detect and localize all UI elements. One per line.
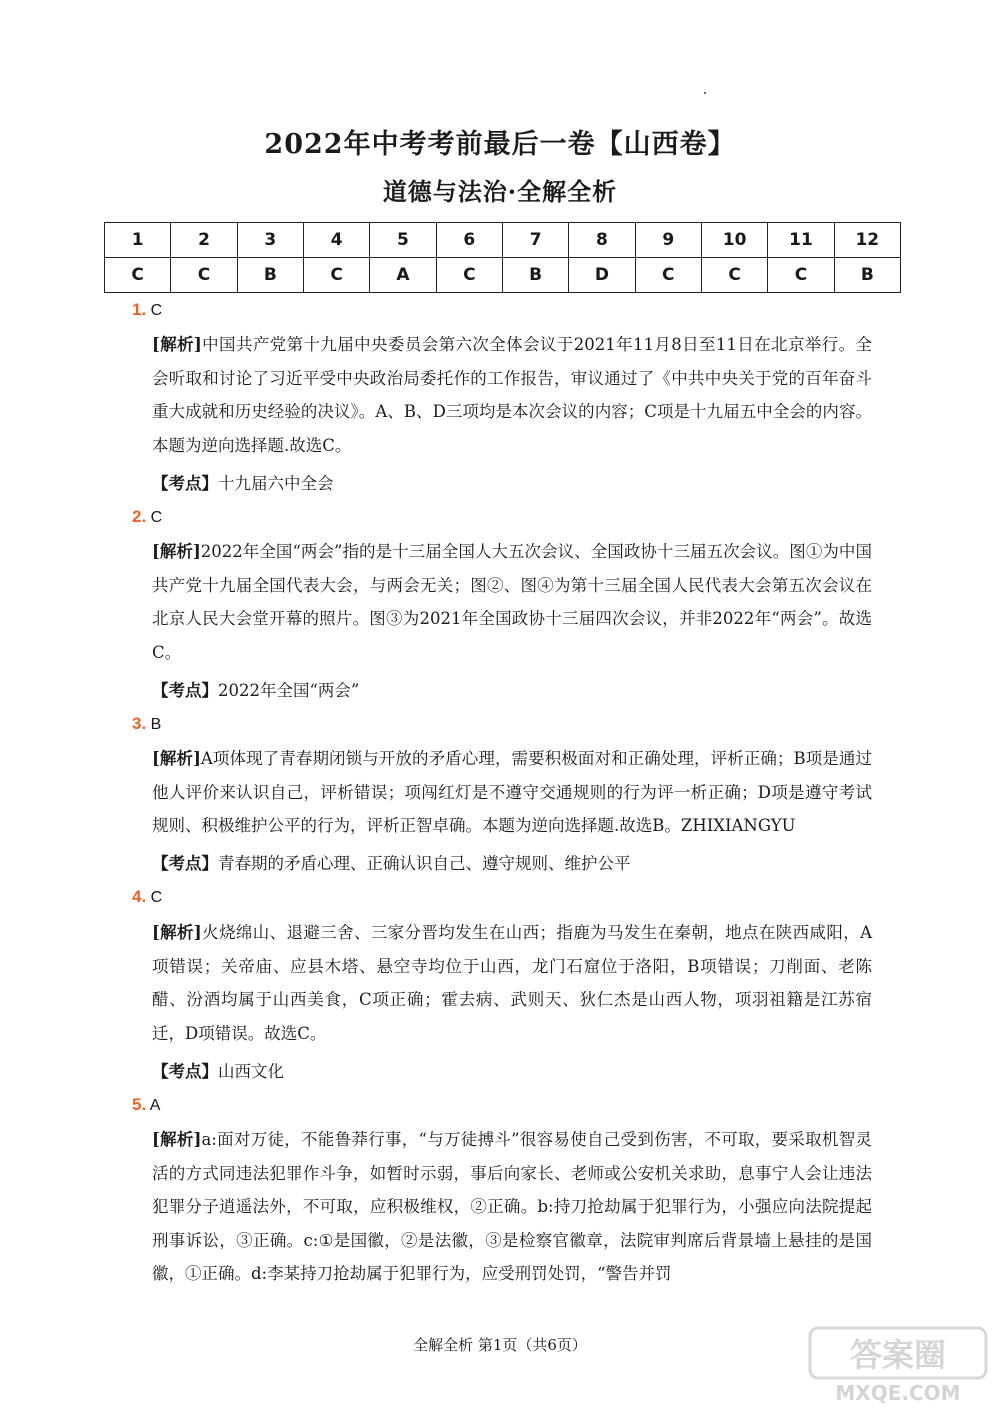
question-number: 5. <box>132 1095 147 1114</box>
analysis-tag: [解析] <box>152 335 202 354</box>
key-point-tag: 【考点】 <box>152 474 218 493</box>
question-number: 3. <box>132 714 147 733</box>
question-number-cell: 7 <box>502 223 568 258</box>
svg-text:MXQE.COM: MXQE.COM <box>835 1381 961 1405</box>
svg-text:答案圈: 答案圈 <box>849 1336 947 1374</box>
page-title: 2022年中考考前最后一卷【山西卷】 <box>264 129 736 160</box>
answer-cell: B <box>237 258 303 293</box>
key-point-tag: 【考点】 <box>152 854 218 873</box>
question-1-heading <box>132 300 162 320</box>
key-point-text: 十九届六中全会 <box>218 474 334 493</box>
question-answer: C <box>150 509 163 526</box>
question-number-cell: 9 <box>635 223 701 258</box>
question-number: 2. <box>132 507 147 526</box>
question-3-analysis <box>152 742 872 843</box>
key-point-text: 山西文化 <box>218 1062 284 1081</box>
answer-cell: C <box>436 258 502 293</box>
question-number-cell: 8 <box>569 223 635 258</box>
answer-table-number-row <box>105 223 901 258</box>
key-point-text: 2022年全国“两会” <box>218 681 360 700</box>
question-number-cell: 6 <box>436 223 502 258</box>
answer-key-table <box>104 222 901 293</box>
question-3-heading <box>132 714 161 734</box>
question-number-cell: 11 <box>768 223 834 258</box>
speck <box>704 92 706 94</box>
analysis-text: 中国共产党第十九届中央委员会第六次全体会议于2021年11月8日至11日在北京举行。全会听取和讨论了习近平受中央政治局委托作的工作报告，审议通过了《中共中央关于党的百年奋斗重大成就和历史经验的决议》。A、B、D三项均是本次会议的内容；C项是十九届五中全会的内容。本题为逆向选择题.故选C。 <box>152 335 872 455</box>
analysis-tag: [解析] <box>152 749 201 768</box>
question-1-analysis <box>152 328 872 462</box>
analysis-tag: [解析] <box>152 542 201 561</box>
answer-table-answer-row <box>105 258 901 293</box>
question-number-cell: 10 <box>701 223 767 258</box>
answer-cell: C <box>171 258 237 293</box>
answer-cell: D <box>569 258 635 293</box>
question-5-heading <box>132 1095 160 1115</box>
answer-cell: A <box>370 258 436 293</box>
question-5-analysis <box>152 1123 872 1291</box>
question-2-analysis <box>152 535 872 669</box>
answer-cell: C <box>701 258 767 293</box>
question-answer: A <box>149 1097 161 1114</box>
answer-cell: B <box>502 258 568 293</box>
question-2-key-point <box>152 677 359 701</box>
answer-cell: C <box>105 258 171 293</box>
question-number: 1. <box>132 300 147 319</box>
question-number: 4. <box>132 887 147 906</box>
analysis-text: a:面对万徒，不能鲁莽行事，“与万徒搏斗”很容易使自己受到伤害，不可取，要采取机智灵活的方式同违法犯罪作斗争，如暂时示弱，事后向家长、老师或公安机关求助，息事宁人会让违法犯罪分子逍遥法外，不可取，应积极维权，②正确。b:持刀抢劫属于犯罪行为，小强应向法院提起刑事诉讼，③正确。c:①是国徽，②是法徽，③是检察官徽章，法院审判席后背景墙上悬挂的是国徽，①正确。d:李某持刀抢劫属于犯罪行为，应受刑罚处罚，“警告并罚 <box>152 1130 872 1283</box>
analysis-text: 2022年全国“两会”指的是十三届全国人大五次会议、全国政协十三届五次会议。图①为中国共产党十九届全国代表大会，与两会无关；图②、图④为第十三届全国人民代表大会第五次会议在北京人民大会堂开幕的照片。图③为2021年全国政协十三届四次会议，并非2022年“两会”。故选C。 <box>152 542 872 662</box>
question-number-cell: 4 <box>303 223 369 258</box>
answer-cell: C <box>303 258 369 293</box>
key-point-text: 青春期的矛盾心理、正确认识自己、遵守规则、维护公平 <box>218 854 631 873</box>
question-4-analysis <box>152 916 872 1050</box>
watermark-logo <box>808 1326 988 1406</box>
analysis-text: 火烧绵山、退避三舍、三家分晋均发生在山西；指鹿为马发生在秦朝，地点在陕西咸阳，A项错误；关帝庙、应县木塔、悬空寺均位于山西，龙门石窟位于洛阳，B项错误；刀削面、老陈醋、汾酒均属于山西美食，C项正确；霍去病、武则天、狄仁杰是山西人物，项羽祖籍是江苏宿迁，D项错误。故选C。 <box>152 923 872 1043</box>
key-point-tag: 【考点】 <box>152 1062 218 1081</box>
question-number-cell: 2 <box>171 223 237 258</box>
answer-cell: C <box>635 258 701 293</box>
question-answer: C <box>150 889 163 906</box>
question-number-cell: 5 <box>370 223 436 258</box>
question-number-cell: 3 <box>237 223 303 258</box>
answer-cell: C <box>768 258 834 293</box>
analysis-text: A项体现了青春期闭锁与开放的矛盾心理，需要积极面对和正确处理，评析正确；B项是通过他人评价来认识自己，评析错误；项闯红灯是不遵守交通规则的行为评一析正确；D项是遵守考试规则、积极维护公平的行为，评析正智卓确。本题为逆向选择题.故选B。ZHIXIANGYU <box>152 749 872 835</box>
question-number-cell: 12 <box>834 223 900 258</box>
question-answer: B <box>150 716 162 733</box>
page-footer: 全解全析 第1页（共6页） <box>413 1336 587 1354</box>
answer-cell: B <box>834 258 900 293</box>
question-3-key-point <box>152 850 631 874</box>
question-number-cell: 1 <box>105 223 171 258</box>
key-point-tag: 【考点】 <box>152 681 218 700</box>
analysis-tag: [解析] <box>152 923 202 942</box>
question-4-key-point <box>152 1058 284 1082</box>
page-subtitle: 道德与法治·全解全析 <box>382 177 618 206</box>
question-4-heading <box>132 887 162 907</box>
question-1-key-point <box>152 470 334 494</box>
question-answer: C <box>150 302 163 319</box>
question-2-heading <box>132 507 162 527</box>
analysis-tag: [解析] <box>152 1130 202 1149</box>
